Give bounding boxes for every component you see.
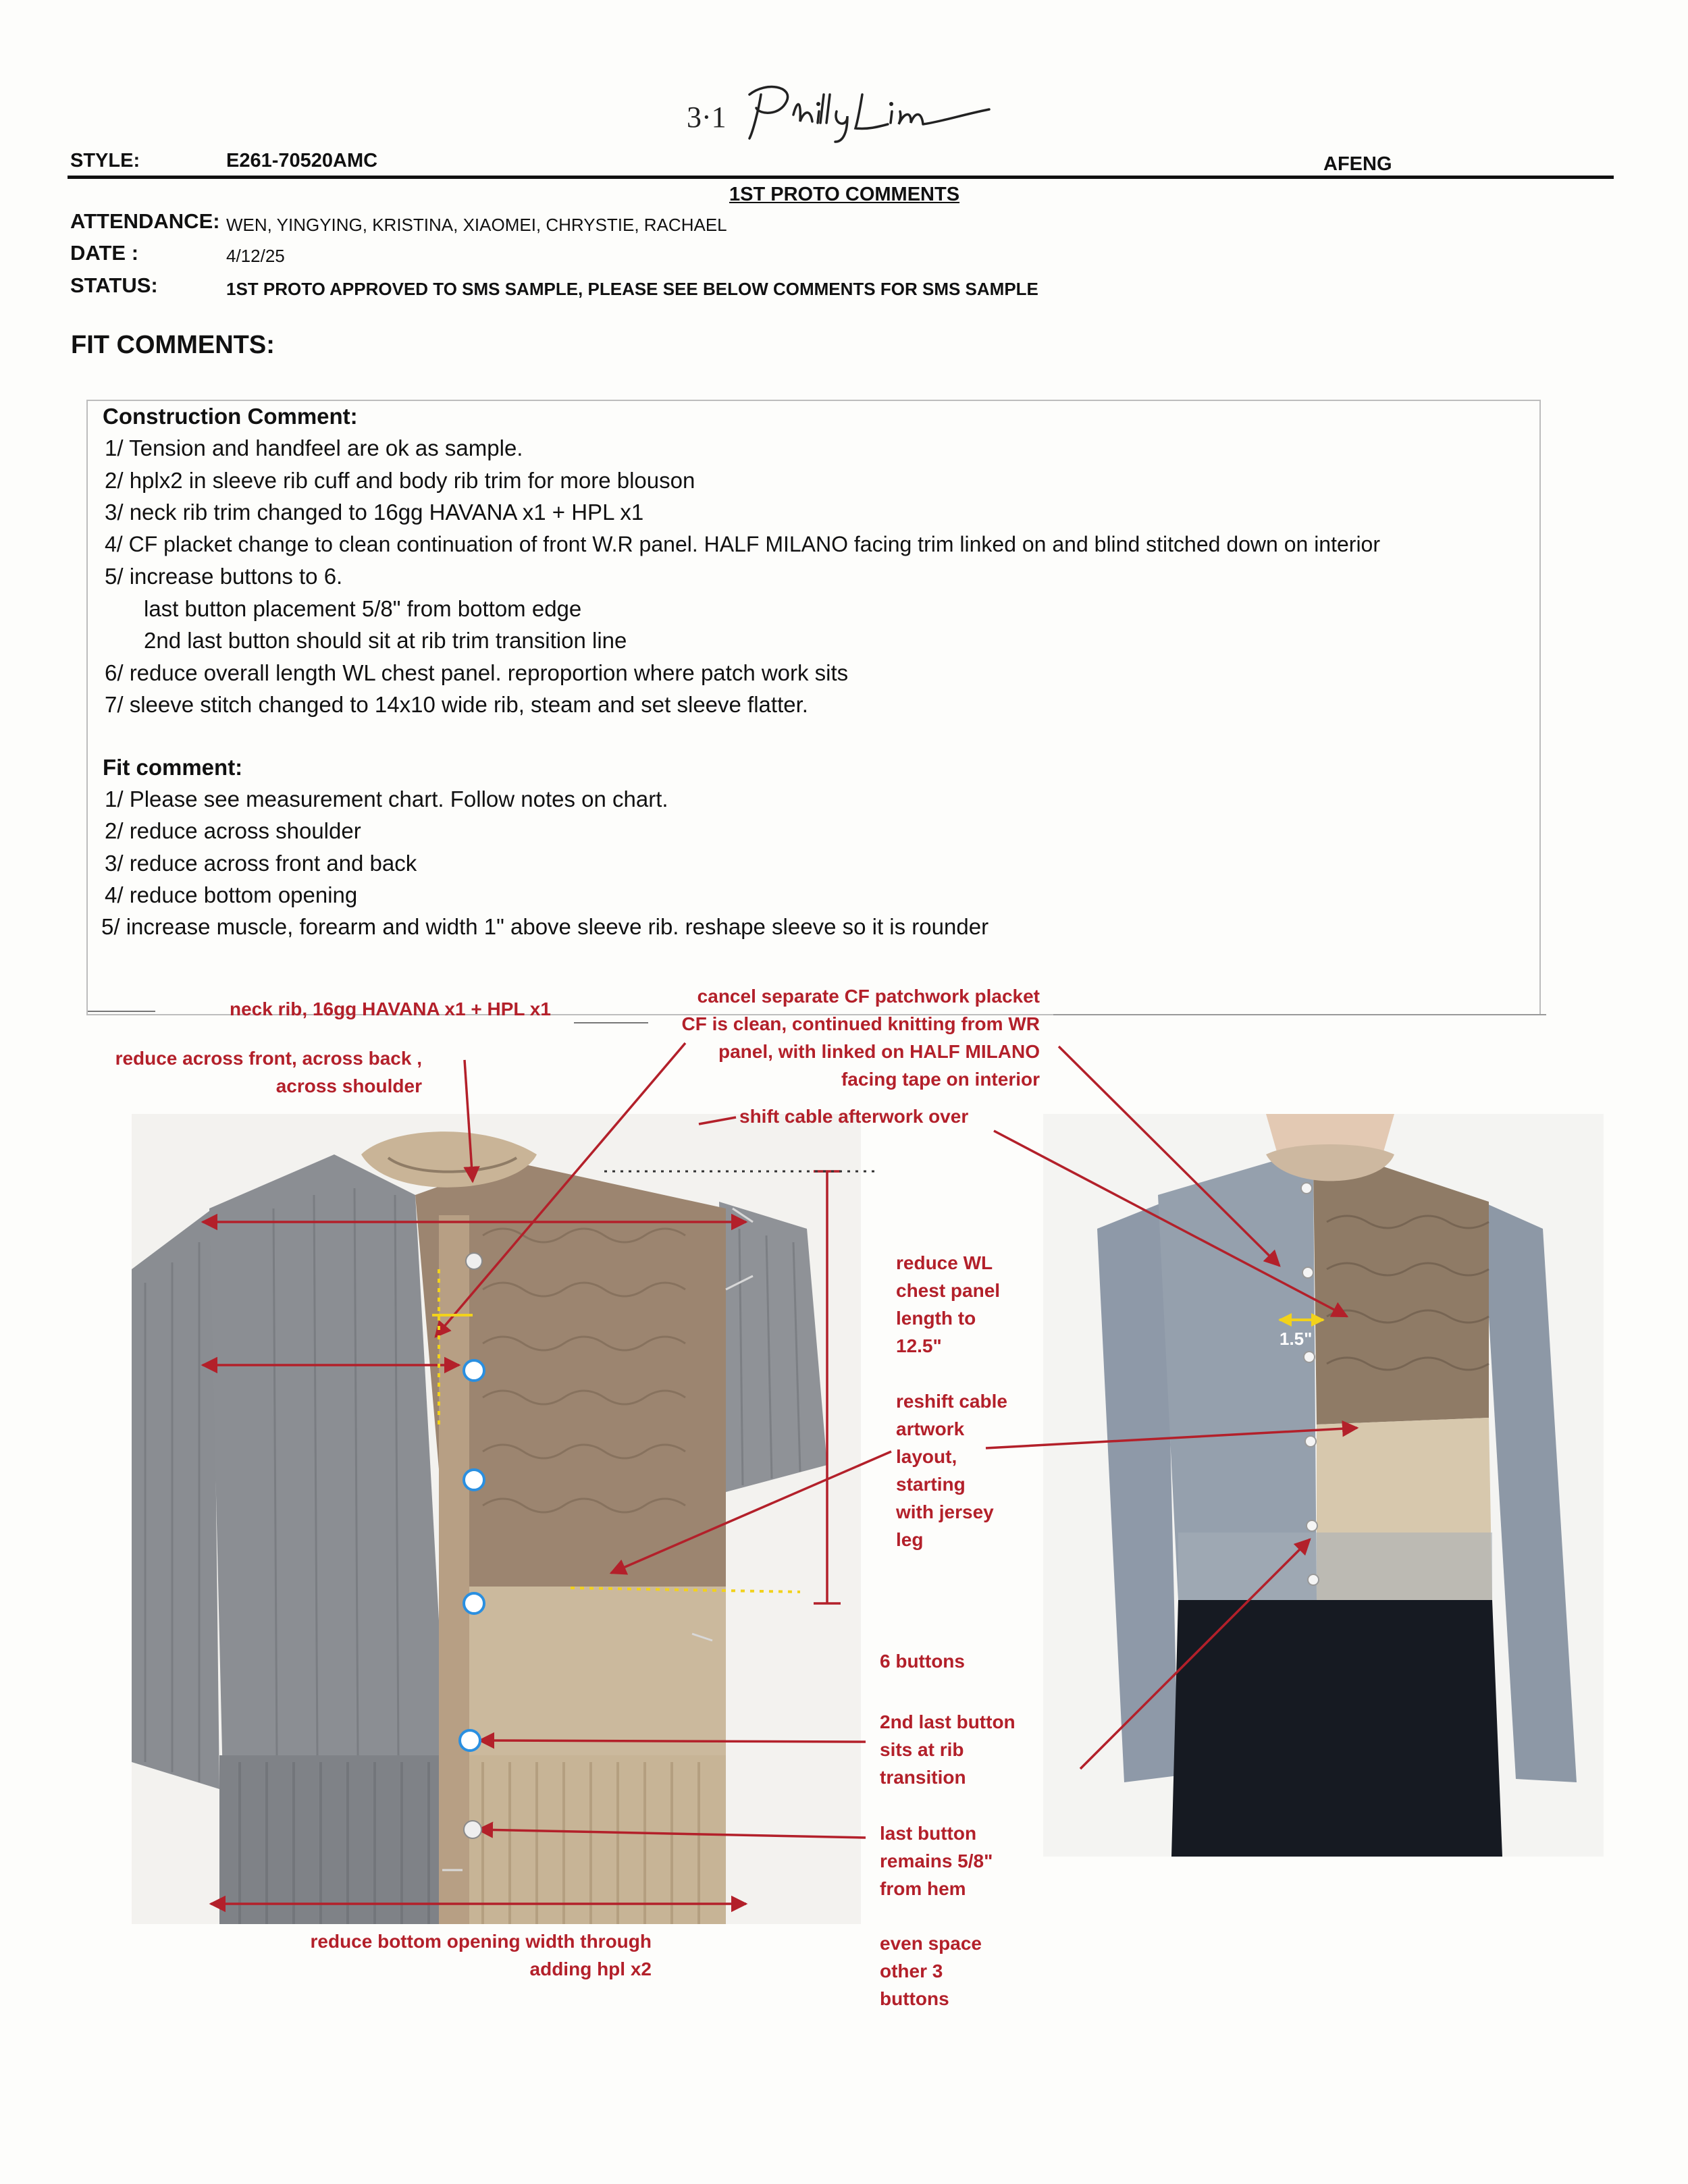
- annotation-line: CF is clean, continued knitting from WR: [681, 1013, 1040, 1034]
- annotation-line: last button: [880, 1823, 977, 1844]
- construction-item: 4/ CF placket change to clean continuation of front W.R panel. HALF MILANO facing trim linked on and blind stitched down on interior: [105, 532, 1380, 556]
- annotation-line: 12.5": [896, 1335, 942, 1356]
- doc-title: 1ST PROTO COMMENTS: [729, 184, 960, 205]
- annotation-line: across shoulder: [275, 1075, 422, 1096]
- annotation-line: leg: [896, 1529, 924, 1550]
- construction-item: last button placement 5/8" from bottom edge: [144, 596, 582, 621]
- annotation-line: from hem: [880, 1878, 966, 1899]
- annotation-line: starting: [896, 1474, 966, 1495]
- annotation-line: facing tape on interior: [841, 1069, 1040, 1090]
- annotation-line: reduce bottom opening width through: [310, 1931, 652, 1952]
- annotation-line: cancel separate CF patchwork placket: [697, 986, 1040, 1007]
- status-value: 1ST PROTO APPROVED TO SMS SAMPLE, PLEASE SEE BELOW COMMENTS FOR SMS SAMPLE: [226, 279, 1038, 299]
- annotation-reshift-cable: [896, 1387, 1007, 1553]
- annotation-line: transition: [880, 1767, 966, 1788]
- annotation-line: remains 5/8": [880, 1850, 993, 1871]
- construction-item: 1/ Tension and handfeel are ok as sample.: [105, 435, 523, 460]
- placket-width-label: 1.5": [1280, 1329, 1313, 1349]
- construction-item: 7/ sleeve stitch changed to 14x10 wide rib, steam and set sleeve flatter.: [105, 692, 808, 717]
- attendance-value: WEN, YINGYING, KRISTINA, XIAOMEI, CHRYSTIE, RACHAEL: [226, 215, 727, 235]
- date-value: 4/12/25: [226, 246, 285, 266]
- annotation-second-last-button: [880, 1708, 1016, 1791]
- construction-heading: Construction Comment:: [103, 404, 358, 429]
- attendance-label: ATTENDANCE:: [70, 209, 220, 233]
- annotation-bottom-opening: [311, 1927, 652, 1983]
- annotation-line: reshift cable: [896, 1391, 1007, 1412]
- annotation-line: reduce WL: [896, 1252, 993, 1273]
- vendor-name: AFENG: [1323, 153, 1392, 175]
- svg-text:3·1: 3·1: [687, 101, 727, 134]
- fit-item: 3/ reduce across front and back: [105, 851, 417, 876]
- annotation-reduce-across: [115, 1044, 422, 1100]
- annotation-line: adding hpl x2: [529, 1959, 652, 1979]
- annotation-line: panel, with linked on HALF MILANO: [718, 1041, 1040, 1062]
- date-label: DATE :: [70, 241, 139, 265]
- header-rule: [68, 176, 1614, 179]
- fit-comments-title: FIT COMMENTS:: [71, 331, 275, 359]
- construction-item: 5/ increase buttons to 6.: [105, 564, 343, 589]
- annotation-line: with jersey: [896, 1501, 994, 1522]
- brand-logo: [685, 74, 996, 149]
- annotation-shift-cable: shift cable afterwork over: [739, 1106, 969, 1127]
- garment-worn-photo: [1043, 1114, 1604, 1857]
- garment-flat-photo: [132, 1114, 861, 1924]
- annotation-line: even space: [880, 1933, 982, 1954]
- fit-item: 4/ reduce bottom opening: [105, 882, 358, 907]
- fit-item: 5/ increase muscle, forearm and width 1" above sleeve rib. reshape sleeve so it is rounder: [101, 914, 989, 939]
- annotation-last-button: [880, 1819, 993, 1902]
- construction-item: 3/ neck rib trim changed to 16gg HAVANA x1 + HPL x1: [105, 500, 644, 525]
- annotation-line: artwork: [896, 1418, 965, 1439]
- fit-heading: Fit comment:: [103, 755, 243, 780]
- annotation-line: reduce across front, across back ,: [115, 1048, 422, 1069]
- annotation-reduce-wl: [896, 1249, 1000, 1360]
- style-label: STYLE:: [70, 150, 140, 171]
- annotation-line: layout,: [896, 1446, 957, 1467]
- annotation-line: chest panel: [896, 1280, 1001, 1301]
- annotation-neck-rib: neck rib, 16gg HAVANA x1 + HPL x1: [230, 998, 551, 1019]
- annotation-line: buttons: [880, 1988, 949, 2009]
- construction-item: 2/ hplx2 in sleeve rib cuff and body rib trim for more blouson: [105, 468, 695, 493]
- style-value: E261-70520AMC: [226, 150, 378, 171]
- annotation-even-space: [880, 1929, 982, 2013]
- annotation-line: length to: [896, 1308, 976, 1329]
- status-label: STATUS:: [70, 273, 158, 297]
- construction-item: 6/ reduce overall length WL chest panel. reproportion where patch work sits: [105, 660, 849, 685]
- annotation-line: 2nd last button: [880, 1711, 1016, 1732]
- fit-item: 2/ reduce across shoulder: [105, 818, 361, 843]
- annotation-six-buttons: 6 buttons: [880, 1651, 965, 1672]
- annotation-line: sits at rib: [880, 1739, 964, 1760]
- annotation-line: other 3: [880, 1961, 943, 1981]
- fit-item: 1/ Please see measurement chart. Follow notes on chart.: [105, 787, 668, 811]
- construction-item: 2nd last button should sit at rib trim transition line: [144, 628, 627, 653]
- annotation-placket: [682, 982, 1040, 1093]
